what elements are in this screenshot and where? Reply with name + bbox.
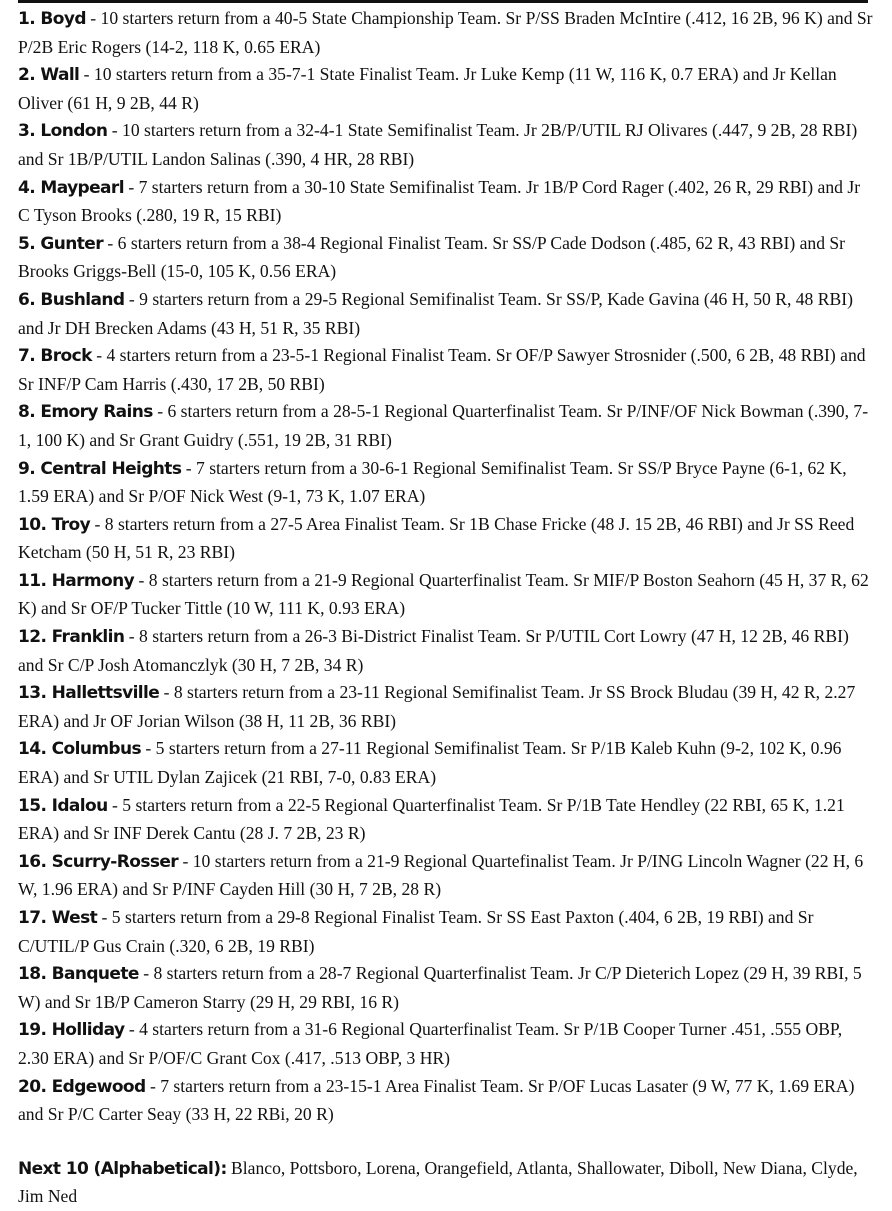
team-name: 9. Central Heights <box>18 458 182 479</box>
next-ten-teams: Blanco, Pottsboro, Lorena, Orangefield, Atlanta, Shallowater, Diboll, New Diana, Clyde, Jim Ned <box>18 1157 858 1207</box>
ranking-entry-11 <box>18 567 874 623</box>
ranking-entry-13 <box>18 679 874 735</box>
team-summary: - 7 starters return from a 30-10 State Semifinalist Team. Jr 1B/P Cord Rager (.402, 26 R, 29 RBI) and Jr C Tyson Brooks (.280, 19 R, 15 RBI) <box>18 176 861 226</box>
ranking-entry-2 <box>18 61 874 117</box>
team-name: 11. Harmony <box>18 570 135 591</box>
team-name: 10. Troy <box>18 514 91 535</box>
team-summary: - 8 starters return from a 23-11 Regional Semifinalist Team. Jr SS Brock Bludau (39 H, 42 R, 2.27 ERA) and Jr OF Jorian Wilson (38 H, 11 2B, 36 RBI) <box>18 682 856 731</box>
team-summary: - 5 starters return from a 29-8 Regional Finalist Team. Sr SS East Paxton (.404, 6 2B, 19 RBI) and Sr C/UTIL/P Gus Crain (.320, 6 2B, 19 RBI) <box>18 907 814 956</box>
ranking-entry-4 <box>18 174 874 230</box>
team-summary: - 7 starters return from a 30-6-1 Regional Semifinalist Team. Sr SS/P Bryce Payne (6-1, 62 K, 1.59 ERA) and Sr P/OF Nick West (9-1, 73 K, 1.07 ERA) <box>18 457 847 507</box>
team-name: 2. Wall <box>18 65 80 86</box>
team-name: 18. Banquete <box>18 964 139 985</box>
team-summary: - 10 starters return from a 32-4-1 State Semifinalist Team. Jr 2B/P/UTIL RJ Olivares (.447, 9 2B, 28 RBI) and Sr 1B/P/UTIL Landon Salinas (.390, 4 HR, 28 RBI) <box>18 120 858 169</box>
ranking-entry-15 <box>18 792 874 848</box>
team-summary: - 10 starters return from a 40-5 State Championship Team. Sr P/SS Braden McIntire (.412, 16 2B, 96 K) and Sr P/2B Eric Rogers (14-2, 118 K, 0.65 ERA) <box>18 8 873 57</box>
team-summary: - 5 starters return from a 27-11 Regional Semifinalist Team. Sr P/1B Kaleb Kuhn (9-2, 102 K, 0.96 ERA) and Sr UTIL Dylan Zajicek (21 RBI, 7-0, 0.83 ERA) <box>18 738 842 788</box>
ranking-entry-1 <box>18 5 874 61</box>
team-name: 16. Scurry-Rosser <box>18 851 179 872</box>
ranking-entry-17 <box>18 904 874 960</box>
team-name: 6. Bushland <box>18 289 125 310</box>
ranking-entry-7 <box>18 342 874 398</box>
ranking-entry-3 <box>18 117 874 173</box>
ranking-entry-5 <box>18 230 874 286</box>
team-name: 17. West <box>18 908 98 928</box>
ranking-entry-6 <box>18 286 874 342</box>
ranking-entry-19 <box>18 1016 874 1072</box>
team-name: 4. Maypearl <box>18 177 124 198</box>
ranking-entry-12 <box>18 623 874 679</box>
team-name: 1. Boyd <box>18 9 86 29</box>
ranking-entry-10 <box>18 511 874 567</box>
ranking-entry-20 <box>18 1073 874 1129</box>
team-name: 14. Columbus <box>18 739 142 760</box>
ranking-entry-14 <box>18 735 874 791</box>
rankings-document <box>18 5 874 1211</box>
team-summary: - 6 starters return from a 38-4 Regional Finalist Team. Sr SS/P Cade Dodson (.485, 62 R, 43 RBI) and Sr Brooks Griggs-Bell (15-0, 105 K, 0.56 ERA) <box>18 232 846 282</box>
team-summary: - 7 starters return from a 23-15-1 Area Finalist Team. Sr P/OF Lucas Lasater (9 W, 77 K, 1.69 ERA) and Sr P/C Carter Seay (33 H, 22 RBi, 20 R) <box>18 1075 855 1125</box>
team-name: 20. Edgewood <box>18 1076 146 1097</box>
next-ten-label: Next 10 (Alphabetical): <box>18 1158 227 1179</box>
ranking-entry-18 <box>18 960 874 1016</box>
team-summary: - 4 starters return from a 23-5-1 Regional Finalist Team. Sr OF/P Sawyer Strosnider (.500, 6 2B, 48 RBI) and Sr INF/P Cam Harris (.430, 17 2B, 50 RBI) <box>18 345 866 394</box>
team-summary: - 10 starters return from a 21-9 Regional Quartefinalist Team. Jr P/ING Lincoln Wagner (22 H, 6 W, 1.96 ERA) and Sr P/INF Cayden Hill (30 H, 7 2B, 28 R) <box>18 850 864 900</box>
next-ten-section <box>18 1155 874 1211</box>
team-name: 13. Hallettsville <box>18 683 160 704</box>
team-name: 15. Idalou <box>18 795 108 816</box>
team-name: 12. Franklin <box>18 627 125 648</box>
team-summary: - 8 starters return from a 26-3 Bi-District Finalist Team. Sr P/UTIL Cort Lowry (47 H, 12 2B, 46 RBI) and Sr C/P Josh Atomanczlyk (30 H, 7 2B, 34 R) <box>18 626 849 675</box>
team-name: 7. Brock <box>18 346 92 367</box>
team-name: 5. Gunter <box>18 233 104 254</box>
team-summary: - 8 starters return from a 21-9 Regional Quarterfinalist Team. Sr MIF/P Boston Seahorn (45 H, 37 R, 62 K) and Sr OF/P Tucker Tittle (10 W, 111 K, 0.93 ERA) <box>18 569 869 619</box>
ranking-entry-8 <box>18 398 874 454</box>
top-rule <box>18 0 868 3</box>
ranking-entry-9 <box>18 455 874 511</box>
team-name: 3. London <box>18 121 108 142</box>
team-summary: - 4 starters return from a 31-6 Regional Quarterfinalist Team. Sr P/1B Cooper Turner .451, .555 OBP, 2.30 ERA) and Sr P/OF/C Grant Cox (.417, .513 OBP, 3 HR) <box>18 1019 843 1068</box>
team-summary: - 9 starters return from a 29-5 Regional Semifinalist Team. Sr SS/P, Kade Gavina (46 H, 50 R, 48 RBI) and Jr DH Brecken Adams (43 H, 51 R, 35 RBI) <box>18 288 853 338</box>
team-name: 8. Emory Rains <box>18 402 153 423</box>
team-summary: - 10 starters return from a 35-7-1 State Finalist Team. Jr Luke Kemp (11 W, 116 K, 0.7 ERA) and Jr Kellan Oliver (61 H, 9 2B, 44 R) <box>18 64 837 113</box>
team-name: 19. Holliday <box>18 1020 125 1041</box>
team-summary: - 8 starters return from a 27-5 Area Finalist Team. Sr 1B Chase Fricke (48 J. 15 2B, 46 RBI) and Jr SS Reed Ketcham (50 H, 51 R, 23 RBI) <box>18 513 855 563</box>
ranking-entry-16 <box>18 848 874 904</box>
team-summary: - 5 starters return from a 22-5 Regional Quarterfinalist Team. Sr P/1B Tate Hendley (22 RBI, 65 K, 1.21 ERA) and Sr INF Derek Cantu (28 J. 7 2B, 23 R) <box>18 794 845 844</box>
team-summary: - 8 starters return from a 28-7 Regional Quarterfinalist Team. Jr C/P Dieterich Lopez (29 H, 39 RBI, 5 W) and Sr 1B/P Cameron Starry (29 H, 29 RBI, 16 R) <box>18 963 862 1012</box>
team-summary: - 6 starters return from a 28-5-1 Regional Quarterfinalist Team. Sr P/INF/OF Nick Bowman (.390, 7-1, 100 K) and Sr Grant Guidry (.551, 19 2B, 31 RBI) <box>18 401 869 450</box>
